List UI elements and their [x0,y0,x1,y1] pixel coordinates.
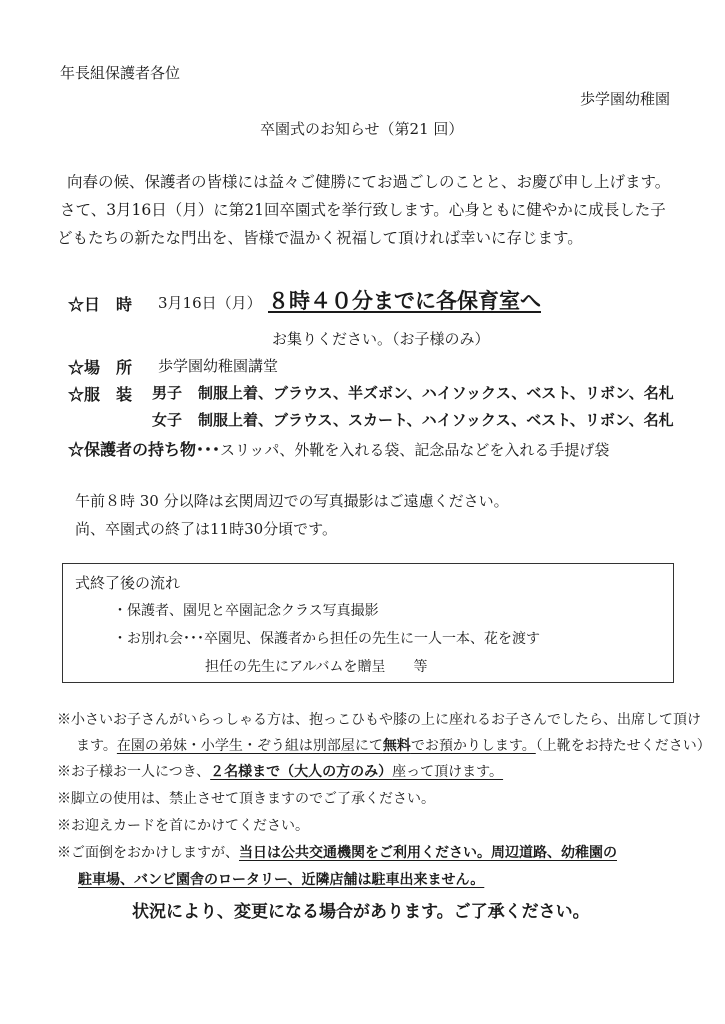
date-value: 3月16日（月） [158,294,262,312]
place-value: 歩学園幼稚園講堂 [158,357,279,375]
flow-item-photo: ・保護者、園児と卒園記念クラス写真撮影 [113,603,379,619]
flow-box-title: 式終了後の流れ [75,574,181,592]
remark-transport-emphasis: 当日は公共交通機関をご利用ください。周辺道路、幼稚園の [239,845,617,861]
date-emphasis: ８時４０分までに各保育室へ [268,289,541,313]
greeting-line-3: どもたちの新たな門出を、皆様で温かく祝福して頂ければ幸いに存じます。 [57,229,583,247]
remark-pickup-card: ※お迎えカードを首にかけてください。 [57,818,309,834]
photo-note: 午前８時 30 分以降は玄関周辺での写真撮影はご遠慮ください。 [75,492,509,510]
greeting-line-1: 向春の候、保護者の皆様には益々ご健勝にてお過ごしのことと、お慶び申し上げます。 [67,173,671,191]
remark-seating-limit: ２名様まで（大人の方のみ） [210,764,393,780]
remark-children-line-2 [76,735,711,755]
remark-transport-line-2: 駐車場、バンビ園舎のロータリー、近隣店舗は駐車出来ません。 [78,872,485,888]
items-label: ☆保護者の持ち物･･･ [68,440,221,459]
date-label: ☆日 時 [68,295,133,314]
remark-shoes: （上靴をお持たせください） [535,738,711,754]
flow-box [62,563,674,683]
end-time-note: 尚、卒園式の終了は11時30分頃です。 [75,520,337,538]
addressee: 年長組保護者各位 [60,64,181,82]
boys-dress: 制服上着、ブラウス、半ズボン、ハイソックス、ベスト、リボン、名札 [198,384,674,402]
remark-transport-lead: ※ご面倒をおかけしますが、 [57,845,239,861]
remark-sibling-care: 在園の弟妹・小学生・ぞう組は別部屋にて [116,738,383,754]
girls-dress: 制服上着、ブラウス、スカート、ハイソックス、ベスト、リボン、名札 [198,411,674,429]
dress-label: ☆服 装 [68,385,133,404]
remark-transport-line-1 [57,842,617,862]
girls-label: 女子 [152,411,183,429]
place-label: ☆場 所 [68,358,133,377]
remark-children-line-1: ※小さいお子さんがいらっしゃる方は、抱っこひもや膝の上に座れるお子さんでしたら、出席して頂け [57,712,701,728]
remark-seating [57,761,503,781]
remark-children-text: ます。 [76,738,117,754]
sender: 歩学園幼稚園 [580,90,671,108]
final-notice: 状況により、変更になる場合があります。ご了承ください。 [132,902,590,922]
remark-care-end: でお預かりします。 [410,738,536,754]
date-note: お集りください。（お子様のみ） [272,330,490,348]
items-row [68,437,609,460]
remark-free: 無料 [382,738,411,754]
remark-stepladder: ※脚立の使用は、禁止させて頂きますのでご了承ください。 [57,791,435,807]
notice-title: 卒園式のお知らせ（第21 回） [260,120,464,138]
items-value: スリッパ、外靴を入れる袋、記念品などを入れる手提げ袋 [220,441,610,459]
flow-item-farewell: ・お別れ会･･･卒園児、保護者から担任の先生に一人一本、花を渡す [113,631,540,647]
remark-seating-end: 座って頂けます。 [392,764,504,780]
boys-label: 男子 [152,384,183,402]
flow-item-album: 担任の先生にアルバムを贈呈 等 [205,659,428,675]
remark-seating-lead: ※お子様お一人につき、 [57,764,211,780]
greeting-line-2: さて、3月16日（月）に第21回卒園式を挙行致します。心身ともに健やかに成長した子 [60,201,666,219]
